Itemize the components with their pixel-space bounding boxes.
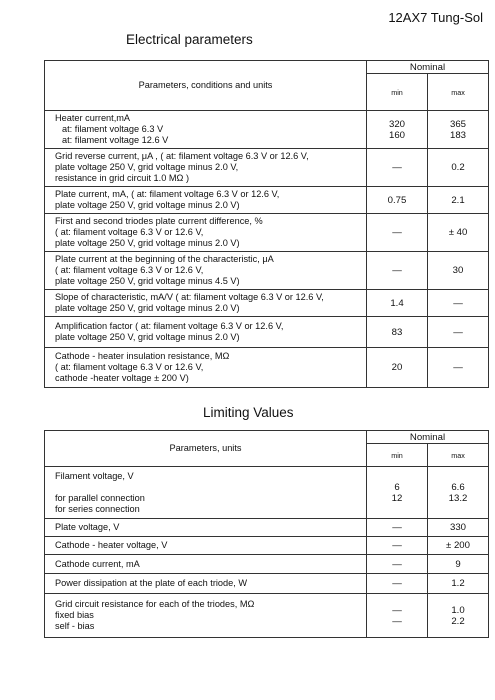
parameter-cell — [45, 317, 367, 348]
table-row — [45, 574, 489, 594]
max-value: 1.2 — [451, 578, 465, 589]
parameter-line: Slope of characteristic, mA/V ( at: filament voltage 6.3 V or 12.6 V, — [55, 292, 324, 302]
max-value-cell — [428, 519, 489, 537]
table-row — [45, 111, 489, 149]
parameter-line: Grid reverse current, μA , ( at: filament voltage 6.3 V or 12.6 V, — [55, 151, 309, 161]
max-value: — — [453, 297, 463, 309]
min-value: — — [392, 162, 402, 173]
max-value-cell — [428, 574, 489, 594]
max-header: max — [428, 74, 489, 111]
max-value-cell — [428, 111, 489, 149]
max-value-cell — [428, 187, 489, 214]
parameter-cell — [45, 290, 367, 317]
table-row — [45, 519, 489, 537]
max-value: 13.2 — [448, 492, 468, 504]
header-row — [45, 431, 489, 444]
min-value: — — [392, 558, 402, 570]
min-value: — — [392, 615, 402, 627]
parameter-line: First and second triodes plate current difference, % — [55, 216, 263, 226]
max-value-cell — [428, 594, 489, 638]
max-value: ± 40 — [448, 227, 468, 238]
max-value-cell — [428, 252, 489, 290]
min-value: 12 — [391, 492, 403, 504]
parameter-line: plate voltage 250 V, grid voltage minus 2.0 V) — [55, 303, 240, 313]
table-row — [45, 290, 489, 317]
table-row — [45, 555, 489, 574]
min-value-cell — [367, 519, 428, 537]
parameter-cell — [45, 149, 367, 187]
parameter-line: Grid circuit resistance for each of the triodes, MΩ — [55, 599, 255, 609]
table-row — [45, 149, 489, 187]
min-value-cell — [367, 214, 428, 252]
parameter-line: at: filament voltage 6.3 V — [62, 124, 164, 134]
table-row — [45, 537, 489, 555]
electrical-parameters-table — [44, 60, 489, 388]
parameter-line: at: filament voltage 12.6 V — [62, 135, 169, 145]
max-value: 2.1 — [451, 194, 465, 206]
parameter-line: Plate voltage, V — [55, 522, 120, 532]
min-value: — — [392, 540, 402, 551]
parameter-cell — [45, 348, 367, 388]
min-value: 6 — [394, 481, 400, 493]
table-row — [45, 317, 489, 348]
limiting-values-table — [44, 430, 489, 638]
parameter-line: Amplification factor ( at: filament voltage 6.3 V or 12.6 V, — [55, 321, 284, 331]
min-value: 20 — [391, 362, 403, 373]
parameter-cell — [45, 555, 367, 574]
parameter-line: ( at: filament voltage 6.3 V or 12.6 V, — [55, 227, 204, 237]
min-value: — — [392, 578, 402, 589]
max-value-cell — [428, 214, 489, 252]
parameter-line: plate voltage 250 V, grid voltage minus 4.5 V) — [55, 276, 240, 286]
parameter-line: ( at: filament voltage 6.3 V or 12.6 V, — [55, 362, 204, 372]
min-value: 1.4 — [390, 297, 404, 309]
nominal-header: Nominal — [367, 431, 489, 444]
parameter-cell — [45, 252, 367, 290]
table-row — [45, 348, 489, 388]
max-value: 6.6 — [451, 481, 465, 493]
parameter-line: plate voltage 250 V, grid voltage minus 2.0 V) — [55, 238, 240, 248]
min-value: — — [392, 522, 402, 533]
max-value: 183 — [450, 129, 467, 141]
min-value-cell — [367, 467, 428, 519]
parameter-line: Power dissipation at the plate of each triode, W — [55, 578, 248, 588]
max-value-cell — [428, 348, 489, 388]
parameter-line: for parallel connection — [55, 492, 145, 503]
parameter-line: Heater current,mA — [55, 113, 131, 123]
table-row — [45, 467, 489, 519]
min-value-cell — [367, 111, 428, 149]
min-header: min — [367, 444, 428, 467]
min-value-cell — [367, 574, 428, 594]
parameter-cell — [45, 214, 367, 252]
min-value-cell — [367, 594, 428, 638]
min-value: 160 — [388, 129, 405, 141]
max-value: 1.0 — [451, 604, 465, 616]
max-value: 30 — [452, 265, 464, 276]
parameter-line: plate voltage 250 V, grid voltage minus 2.0 V) — [55, 332, 240, 342]
max-header: max — [428, 444, 489, 467]
nominal-header: Nominal — [367, 61, 489, 74]
max-value: ± 200 — [446, 540, 470, 551]
parameter-line: Plate current, mA, ( at: filament voltage 6.3 V or 12.6 V, — [55, 189, 280, 199]
max-value-cell — [428, 555, 489, 574]
parameter-line: for series connection — [55, 503, 140, 514]
params-header: Parameters, conditions and units — [45, 61, 367, 111]
parameter-cell — [45, 537, 367, 555]
max-value: 0.2 — [451, 162, 465, 173]
min-value-cell — [367, 317, 428, 348]
parameter-line: plate voltage 250 V, grid voltage minus 2.0 V, — [55, 162, 239, 172]
min-value-cell — [367, 252, 428, 290]
min-value: 83 — [391, 326, 403, 338]
table-row — [45, 594, 489, 638]
parameter-cell — [45, 467, 367, 519]
min-value-cell — [367, 555, 428, 574]
min-header: min — [367, 74, 428, 111]
max-value-cell — [428, 317, 489, 348]
min-value: — — [392, 227, 402, 238]
parameter-cell — [45, 111, 367, 149]
parameter-cell — [45, 187, 367, 214]
min-value-cell — [367, 537, 428, 555]
max-value: — — [453, 326, 463, 338]
header-row — [45, 61, 489, 74]
max-value-cell — [428, 537, 489, 555]
parameter-line: fixed bias — [55, 610, 94, 620]
params-header: Parameters, units — [45, 431, 367, 467]
max-value-cell — [428, 467, 489, 519]
parameter-line: cathode -heater voltage ± 200 V) — [55, 373, 189, 383]
parameter-line — [55, 482, 362, 493]
min-value: 0.75 — [387, 194, 407, 206]
max-value: 330 — [450, 522, 467, 533]
parameter-line: Cathode - heater insulation resistance, MΩ — [55, 351, 230, 361]
parameter-line: ( at: filament voltage 6.3 V or 12.6 V, — [55, 265, 204, 275]
table-row — [45, 187, 489, 214]
max-value: — — [453, 362, 463, 373]
limiting-values-title: Limiting Values — [203, 405, 294, 420]
max-value-cell — [428, 290, 489, 317]
parameter-line: Cathode - heater voltage, V — [55, 540, 168, 550]
table-row — [45, 252, 489, 290]
electrical-parameters-title: Electrical parameters — [126, 32, 253, 47]
parameter-line: plate voltage 250 V, grid voltage minus 2.0 V) — [55, 200, 240, 210]
max-value: 9 — [455, 558, 461, 570]
parameter-cell — [45, 519, 367, 537]
table-row — [45, 214, 489, 252]
min-value: — — [392, 604, 402, 616]
min-value-cell — [367, 187, 428, 214]
parameter-line: Filament voltage, V — [55, 470, 134, 481]
parameter-line: Cathode current, mA — [55, 558, 140, 569]
min-value: 320 — [388, 118, 405, 130]
max-value: 2.2 — [451, 615, 465, 627]
min-value-cell — [367, 348, 428, 388]
min-value: — — [392, 265, 402, 276]
min-value-cell — [367, 290, 428, 317]
document-header: 12AX7 Tung-Sol — [388, 10, 483, 25]
parameter-line: resistance in grid circuit 1.0 MΩ ) — [55, 173, 190, 183]
min-value-cell — [367, 149, 428, 187]
parameter-cell — [45, 594, 367, 638]
parameter-line: Plate current at the beginning of the characteristic, μA — [55, 254, 274, 264]
parameter-cell — [45, 574, 367, 594]
parameter-line: self - bias — [55, 621, 95, 631]
max-value: 365 — [450, 118, 467, 130]
max-value-cell — [428, 149, 489, 187]
